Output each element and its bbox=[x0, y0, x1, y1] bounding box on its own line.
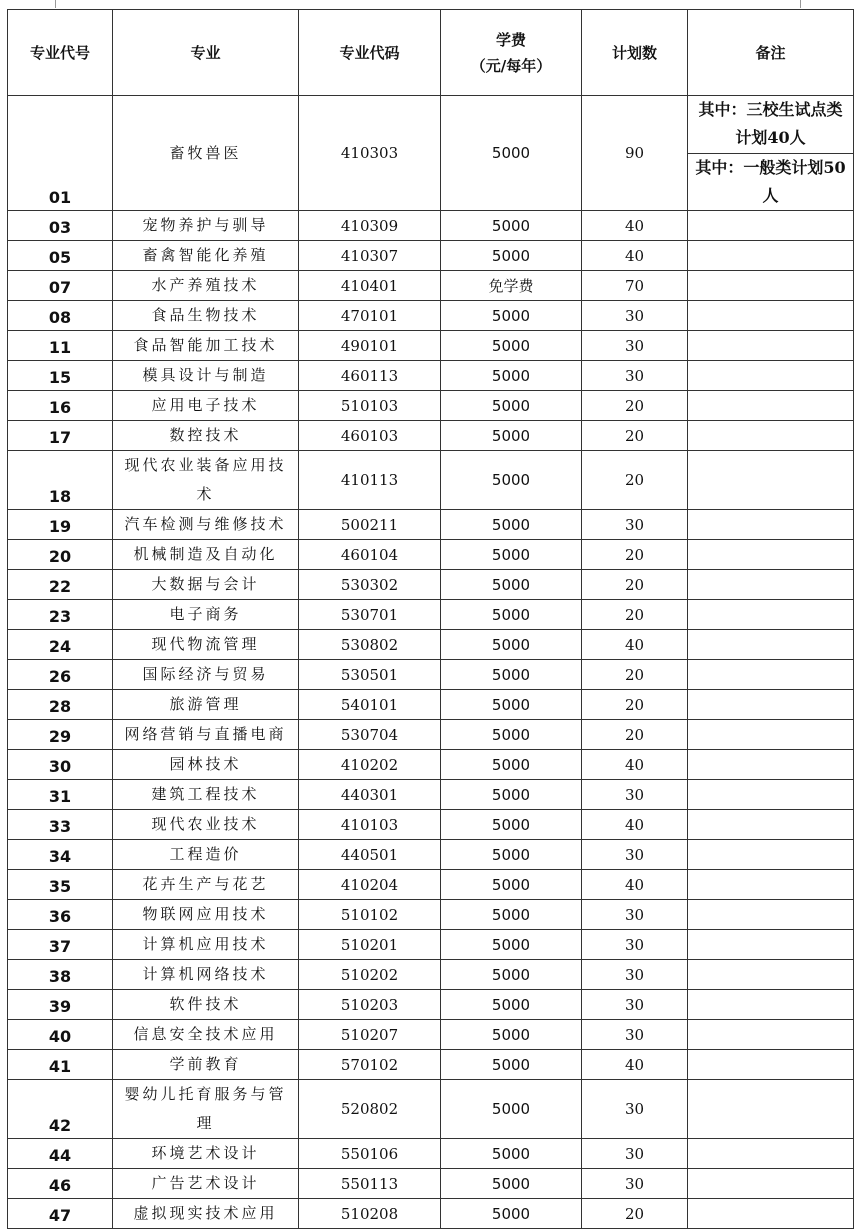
major-number-cell: 37 bbox=[8, 930, 113, 960]
table-row bbox=[8, 810, 854, 840]
remarks-cell bbox=[688, 540, 854, 570]
table-row bbox=[8, 780, 854, 810]
major-code-cell: 460113 bbox=[299, 361, 441, 391]
major-number-cell: 28 bbox=[8, 690, 113, 720]
tuition-cell: 5000 bbox=[441, 1199, 582, 1229]
plan-count-cell: 20 bbox=[582, 600, 688, 630]
major-number-cell: 03 bbox=[8, 211, 113, 241]
page-edge-right bbox=[800, 0, 801, 8]
plan-count-cell: 20 bbox=[582, 570, 688, 600]
remarks-cell bbox=[688, 600, 854, 630]
remarks-cell bbox=[688, 1199, 854, 1229]
remarks-box bbox=[688, 96, 853, 210]
table-row bbox=[8, 421, 854, 451]
remarks-cell bbox=[688, 1080, 854, 1139]
major-number-cell: 01 bbox=[8, 96, 113, 211]
major-code-cell: 530802 bbox=[299, 630, 441, 660]
major-number-cell: 26 bbox=[8, 660, 113, 690]
major-code-cell: 510103 bbox=[299, 391, 441, 421]
major-name-cell: 园林技术 bbox=[113, 750, 299, 780]
plan-count-cell: 40 bbox=[582, 870, 688, 900]
table-row bbox=[8, 1169, 854, 1199]
major-code-cell: 410309 bbox=[299, 211, 441, 241]
table-row bbox=[8, 1139, 854, 1169]
major-code-cell: 530501 bbox=[299, 660, 441, 690]
tuition-cell: 5000 bbox=[441, 96, 582, 211]
major-code-cell: 510208 bbox=[299, 1199, 441, 1229]
remarks-cell bbox=[688, 331, 854, 361]
remarks-cell bbox=[688, 391, 854, 421]
tuition-cell: 免学费 bbox=[441, 271, 582, 301]
header-fee-line2: （元/每年） bbox=[470, 56, 552, 75]
header-major-code: 专业代码 bbox=[299, 10, 441, 96]
remarks-cell bbox=[688, 870, 854, 900]
table-row bbox=[8, 241, 854, 271]
remarks-cell bbox=[688, 810, 854, 840]
header-major: 专业 bbox=[113, 10, 299, 96]
major-number-cell: 39 bbox=[8, 990, 113, 1020]
tuition-cell: 5000 bbox=[441, 600, 582, 630]
major-name-cell: 工程造价 bbox=[113, 840, 299, 870]
remark-text: 其中：三校生试点类计划40人 bbox=[688, 96, 853, 154]
tuition-cell: 5000 bbox=[441, 331, 582, 361]
tuition-cell: 5000 bbox=[441, 900, 582, 930]
major-number-cell: 24 bbox=[8, 630, 113, 660]
major-number-cell: 15 bbox=[8, 361, 113, 391]
table-row bbox=[8, 1020, 854, 1050]
header-code: 专业代号 bbox=[8, 10, 113, 96]
major-code-cell: 530302 bbox=[299, 570, 441, 600]
major-name-cell: 食品智能加工技术 bbox=[113, 331, 299, 361]
major-code-cell: 440301 bbox=[299, 780, 441, 810]
major-number-cell: 36 bbox=[8, 900, 113, 930]
plan-count-cell: 20 bbox=[582, 720, 688, 750]
major-name-cell: 数控技术 bbox=[113, 421, 299, 451]
major-name-cell: 旅游管理 bbox=[113, 690, 299, 720]
page-edge-left bbox=[55, 0, 56, 8]
major-number-cell: 05 bbox=[8, 241, 113, 271]
enrollment-plan-table bbox=[7, 9, 854, 1229]
major-code-cell: 550106 bbox=[299, 1139, 441, 1169]
table-row bbox=[8, 960, 854, 990]
plan-count-cell: 20 bbox=[582, 421, 688, 451]
table-row bbox=[8, 840, 854, 870]
major-number-cell: 47 bbox=[8, 1199, 113, 1229]
plan-count-cell: 40 bbox=[582, 1050, 688, 1080]
major-name-cell: 国际经济与贸易 bbox=[113, 660, 299, 690]
table-row bbox=[8, 211, 854, 241]
major-name-cell: 水产养殖技术 bbox=[113, 271, 299, 301]
major-name-cell: 现代物流管理 bbox=[113, 630, 299, 660]
major-number-cell: 30 bbox=[8, 750, 113, 780]
table-row bbox=[8, 451, 854, 510]
major-code-cell: 410401 bbox=[299, 271, 441, 301]
table-row bbox=[8, 391, 854, 421]
remarks-cell bbox=[688, 780, 854, 810]
major-number-cell: 17 bbox=[8, 421, 113, 451]
plan-count-cell: 30 bbox=[582, 1139, 688, 1169]
plan-count-cell: 30 bbox=[582, 960, 688, 990]
major-name-cell: 学前教育 bbox=[113, 1050, 299, 1080]
tuition-cell: 5000 bbox=[441, 720, 582, 750]
tuition-cell: 5000 bbox=[441, 1020, 582, 1050]
major-name-cell: 花卉生产与花艺 bbox=[113, 870, 299, 900]
major-code-cell: 550113 bbox=[299, 1169, 441, 1199]
table-row bbox=[8, 660, 854, 690]
remarks-cell bbox=[688, 930, 854, 960]
table-body bbox=[8, 96, 854, 1229]
tuition-cell: 5000 bbox=[441, 421, 582, 451]
table-row bbox=[8, 630, 854, 660]
major-name-cell: 环境艺术设计 bbox=[113, 1139, 299, 1169]
remarks-cell bbox=[688, 451, 854, 510]
remarks-cell bbox=[688, 750, 854, 780]
plan-count-cell: 30 bbox=[582, 361, 688, 391]
plan-count-cell: 30 bbox=[582, 840, 688, 870]
plan-count-cell: 30 bbox=[582, 930, 688, 960]
major-number-cell: 20 bbox=[8, 540, 113, 570]
plan-count-cell: 30 bbox=[582, 1169, 688, 1199]
major-code-cell: 410204 bbox=[299, 870, 441, 900]
tuition-cell: 5000 bbox=[441, 241, 582, 271]
major-number-cell: 22 bbox=[8, 570, 113, 600]
tuition-cell: 5000 bbox=[441, 301, 582, 331]
plan-count-cell: 30 bbox=[582, 990, 688, 1020]
major-code-cell: 510201 bbox=[299, 930, 441, 960]
major-code-cell: 460103 bbox=[299, 421, 441, 451]
plan-count-cell: 40 bbox=[582, 211, 688, 241]
table-row bbox=[8, 690, 854, 720]
major-name-cell: 现代农业装备应用技术 bbox=[113, 451, 299, 510]
major-name-cell: 信息安全技术应用 bbox=[113, 1020, 299, 1050]
major-name-cell: 计算机应用技术 bbox=[113, 930, 299, 960]
remarks-cell bbox=[688, 1020, 854, 1050]
remarks-cell bbox=[688, 1169, 854, 1199]
major-name-cell: 软件技术 bbox=[113, 990, 299, 1020]
major-number-cell: 42 bbox=[8, 1080, 113, 1139]
major-number-cell: 38 bbox=[8, 960, 113, 990]
major-code-cell: 410202 bbox=[299, 750, 441, 780]
table-row bbox=[8, 600, 854, 630]
table-row bbox=[8, 1199, 854, 1229]
tuition-cell: 5000 bbox=[441, 361, 582, 391]
tuition-cell: 5000 bbox=[441, 1139, 582, 1169]
major-code-cell: 530701 bbox=[299, 600, 441, 630]
plan-count-cell: 20 bbox=[582, 451, 688, 510]
major-name-cell: 电子商务 bbox=[113, 600, 299, 630]
major-code-cell: 410307 bbox=[299, 241, 441, 271]
header-note: 备注 bbox=[688, 10, 854, 96]
tuition-cell: 5000 bbox=[441, 391, 582, 421]
major-code-cell: 570102 bbox=[299, 1050, 441, 1080]
major-number-cell: 34 bbox=[8, 840, 113, 870]
remarks-cell bbox=[688, 510, 854, 540]
table-row bbox=[8, 1050, 854, 1080]
remark-text: 其中：一般类计划50人 bbox=[695, 157, 846, 205]
major-number-cell: 29 bbox=[8, 720, 113, 750]
major-code-cell: 510207 bbox=[299, 1020, 441, 1050]
major-name-cell: 虚拟现实技术应用 bbox=[113, 1199, 299, 1229]
major-number-cell: 41 bbox=[8, 1050, 113, 1080]
remarks-cell bbox=[688, 660, 854, 690]
major-name-cell: 广告艺术设计 bbox=[113, 1169, 299, 1199]
plan-count-cell: 30 bbox=[582, 1080, 688, 1139]
major-code-cell: 530704 bbox=[299, 720, 441, 750]
table-row bbox=[8, 750, 854, 780]
plan-count-cell: 90 bbox=[582, 96, 688, 211]
major-number-cell: 31 bbox=[8, 780, 113, 810]
plan-count-cell: 70 bbox=[582, 271, 688, 301]
major-number-cell: 16 bbox=[8, 391, 113, 421]
major-code-cell: 490101 bbox=[299, 331, 441, 361]
plan-count-cell: 30 bbox=[582, 510, 688, 540]
plan-count-cell: 20 bbox=[582, 391, 688, 421]
table-row bbox=[8, 870, 854, 900]
remarks-cell bbox=[688, 301, 854, 331]
major-name-cell: 宠物养护与驯导 bbox=[113, 211, 299, 241]
plan-count-cell: 30 bbox=[582, 900, 688, 930]
tuition-cell: 5000 bbox=[441, 780, 582, 810]
major-number-cell: 40 bbox=[8, 1020, 113, 1050]
major-name-cell: 物联网应用技术 bbox=[113, 900, 299, 930]
tuition-cell: 5000 bbox=[441, 840, 582, 870]
plan-count-cell: 40 bbox=[582, 241, 688, 271]
tuition-cell: 5000 bbox=[441, 630, 582, 660]
major-name-cell: 汽车检测与维修技术 bbox=[113, 510, 299, 540]
major-number-cell: 44 bbox=[8, 1139, 113, 1169]
major-code-cell: 470101 bbox=[299, 301, 441, 331]
tuition-cell: 5000 bbox=[441, 1169, 582, 1199]
remarks-cell bbox=[688, 900, 854, 930]
table-row bbox=[8, 361, 854, 391]
remarks-cell bbox=[688, 96, 854, 211]
tuition-cell: 5000 bbox=[441, 510, 582, 540]
tuition-cell: 5000 bbox=[441, 211, 582, 241]
tuition-cell: 5000 bbox=[441, 990, 582, 1020]
tuition-cell: 5000 bbox=[441, 570, 582, 600]
plan-count-cell: 30 bbox=[582, 301, 688, 331]
remarks-cell bbox=[688, 630, 854, 660]
header-fee-line1: 学费 bbox=[495, 30, 526, 49]
major-code-cell: 440501 bbox=[299, 840, 441, 870]
tuition-cell: 5000 bbox=[441, 960, 582, 990]
tuition-cell: 5000 bbox=[441, 930, 582, 960]
major-number-cell: 33 bbox=[8, 810, 113, 840]
major-name-cell: 大数据与会计 bbox=[113, 570, 299, 600]
table-row bbox=[8, 900, 854, 930]
header-fee bbox=[441, 10, 582, 96]
plan-count-cell: 40 bbox=[582, 750, 688, 780]
major-code-cell: 410303 bbox=[299, 96, 441, 211]
table-row bbox=[8, 1080, 854, 1139]
remarks-cell bbox=[688, 960, 854, 990]
major-name-cell: 食品生物技术 bbox=[113, 301, 299, 331]
remarks-cell bbox=[688, 241, 854, 271]
major-name-cell: 网络营销与直播电商 bbox=[113, 720, 299, 750]
plan-count-cell: 20 bbox=[582, 660, 688, 690]
table-row bbox=[8, 271, 854, 301]
major-code-cell: 510102 bbox=[299, 900, 441, 930]
major-number-cell: 11 bbox=[8, 331, 113, 361]
major-code-cell: 520802 bbox=[299, 1080, 441, 1139]
tuition-cell: 5000 bbox=[441, 660, 582, 690]
major-name-cell: 现代农业技术 bbox=[113, 810, 299, 840]
remarks-cell bbox=[688, 690, 854, 720]
tuition-cell: 5000 bbox=[441, 1080, 582, 1139]
major-name-cell: 模具设计与制造 bbox=[113, 361, 299, 391]
major-number-cell: 19 bbox=[8, 510, 113, 540]
remarks-cell bbox=[688, 1050, 854, 1080]
major-number-cell: 46 bbox=[8, 1169, 113, 1199]
major-name-cell: 畜牧兽医 bbox=[113, 96, 299, 211]
major-code-cell: 410113 bbox=[299, 451, 441, 510]
major-number-cell: 35 bbox=[8, 870, 113, 900]
table-row bbox=[8, 930, 854, 960]
table-row bbox=[8, 510, 854, 540]
major-code-cell: 510202 bbox=[299, 960, 441, 990]
major-name-cell: 婴幼儿托育服务与管理 bbox=[113, 1080, 299, 1139]
table-row bbox=[8, 540, 854, 570]
remarks-cell bbox=[688, 421, 854, 451]
major-code-cell: 410103 bbox=[299, 810, 441, 840]
tuition-cell: 5000 bbox=[441, 451, 582, 510]
plan-count-cell: 40 bbox=[582, 630, 688, 660]
remarks-cell bbox=[688, 1139, 854, 1169]
table-row bbox=[8, 301, 854, 331]
remarks-cell bbox=[688, 720, 854, 750]
table-row bbox=[8, 96, 854, 211]
major-number-cell: 18 bbox=[8, 451, 113, 510]
major-code-cell: 460104 bbox=[299, 540, 441, 570]
header-plan: 计划数 bbox=[582, 10, 688, 96]
plan-count-cell: 40 bbox=[582, 810, 688, 840]
plan-count-cell: 20 bbox=[582, 690, 688, 720]
tuition-cell: 5000 bbox=[441, 540, 582, 570]
major-code-cell: 540101 bbox=[299, 690, 441, 720]
major-number-cell: 23 bbox=[8, 600, 113, 630]
major-code-cell: 510203 bbox=[299, 990, 441, 1020]
tuition-cell: 5000 bbox=[441, 750, 582, 780]
plan-count-cell: 30 bbox=[582, 780, 688, 810]
plan-count-cell: 30 bbox=[582, 1020, 688, 1050]
major-number-cell: 07 bbox=[8, 271, 113, 301]
remarks-cell bbox=[688, 211, 854, 241]
major-name-cell: 应用电子技术 bbox=[113, 391, 299, 421]
table-header-row bbox=[8, 10, 854, 96]
major-name-cell: 计算机网络技术 bbox=[113, 960, 299, 990]
remarks-cell bbox=[688, 361, 854, 391]
remarks-cell bbox=[688, 271, 854, 301]
remarks-cell bbox=[688, 840, 854, 870]
remarks-cell bbox=[688, 570, 854, 600]
major-name-cell: 建筑工程技术 bbox=[113, 780, 299, 810]
plan-count-cell: 30 bbox=[582, 331, 688, 361]
tuition-cell: 5000 bbox=[441, 690, 582, 720]
major-name-cell: 畜禽智能化养殖 bbox=[113, 241, 299, 271]
tuition-cell: 5000 bbox=[441, 810, 582, 840]
table-row bbox=[8, 570, 854, 600]
major-number-cell: 08 bbox=[8, 301, 113, 331]
tuition-cell: 5000 bbox=[441, 1050, 582, 1080]
table-row bbox=[8, 720, 854, 750]
tuition-cell: 5000 bbox=[441, 870, 582, 900]
plan-count-cell: 20 bbox=[582, 1199, 688, 1229]
major-name-cell: 机械制造及自动化 bbox=[113, 540, 299, 570]
table-row bbox=[8, 331, 854, 361]
plan-count-cell: 20 bbox=[582, 540, 688, 570]
table-row bbox=[8, 990, 854, 1020]
remarks-cell bbox=[688, 990, 854, 1020]
major-code-cell: 500211 bbox=[299, 510, 441, 540]
